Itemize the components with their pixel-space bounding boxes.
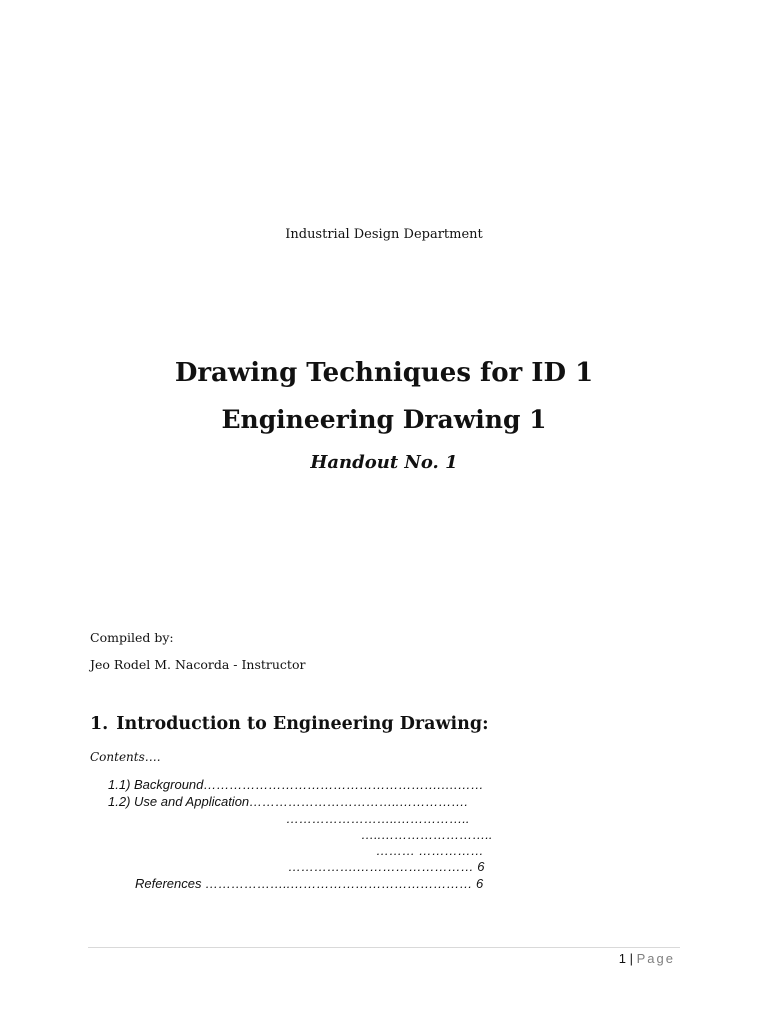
toc-entry-leader: ………………..…………………………………… <box>205 876 476 891</box>
toc-entry-leader: …..…………………….. <box>361 827 493 842</box>
course-title: Engineering Drawing 1 <box>221 405 547 434</box>
toc-entry-page: 6 <box>477 859 485 874</box>
page-number: 1 <box>618 951 627 966</box>
section-number: 1. <box>90 714 109 734</box>
toc-entry-leader-line <box>376 843 484 859</box>
toc-entry-page: 6 <box>475 876 484 891</box>
footer-divider <box>88 947 680 948</box>
section-title: Introduction to Engineering Drawing: <box>116 714 489 734</box>
toc-entry-leader: ……………………………………………….….…… <box>203 777 484 792</box>
compiler-name: Jeo Rodel M. Nacorda - Instructor <box>90 657 306 672</box>
toc-entry-leader: ……………………………..……………. <box>249 794 469 809</box>
toc-entry-leader: ……… …………… <box>376 843 484 858</box>
department-name: Industrial Design Department <box>285 227 483 242</box>
toc-entry-label: References <box>135 876 206 891</box>
toc-entry-leader: …………….……………………… <box>288 859 478 874</box>
toc-entry-label: 1.2) Use and Application <box>108 794 250 809</box>
compiled-by-label: Compiled by: <box>90 630 174 645</box>
toc-entry-use-and-application[interactable] <box>108 794 468 810</box>
toc-entry-leader-line <box>361 827 492 843</box>
contents-label: Contents…. <box>90 750 161 764</box>
document-title: Drawing Techniques for ID 1 <box>174 358 594 388</box>
toc-entry-leader: ……………………..…………….. <box>286 811 470 826</box>
toc-entry-label: 1.1) Background <box>108 777 204 792</box>
page-word: Page <box>636 951 675 966</box>
section-heading <box>90 714 489 734</box>
footer-separator: | <box>626 951 637 966</box>
toc-entry-leader-line <box>288 859 484 875</box>
toc-entry-background[interactable] <box>108 777 484 793</box>
page-footer <box>619 951 675 966</box>
toc-entry-leader-line <box>286 811 469 827</box>
handout-number: Handout No. 1 <box>310 452 458 473</box>
toc-entry-references[interactable] <box>135 876 483 892</box>
